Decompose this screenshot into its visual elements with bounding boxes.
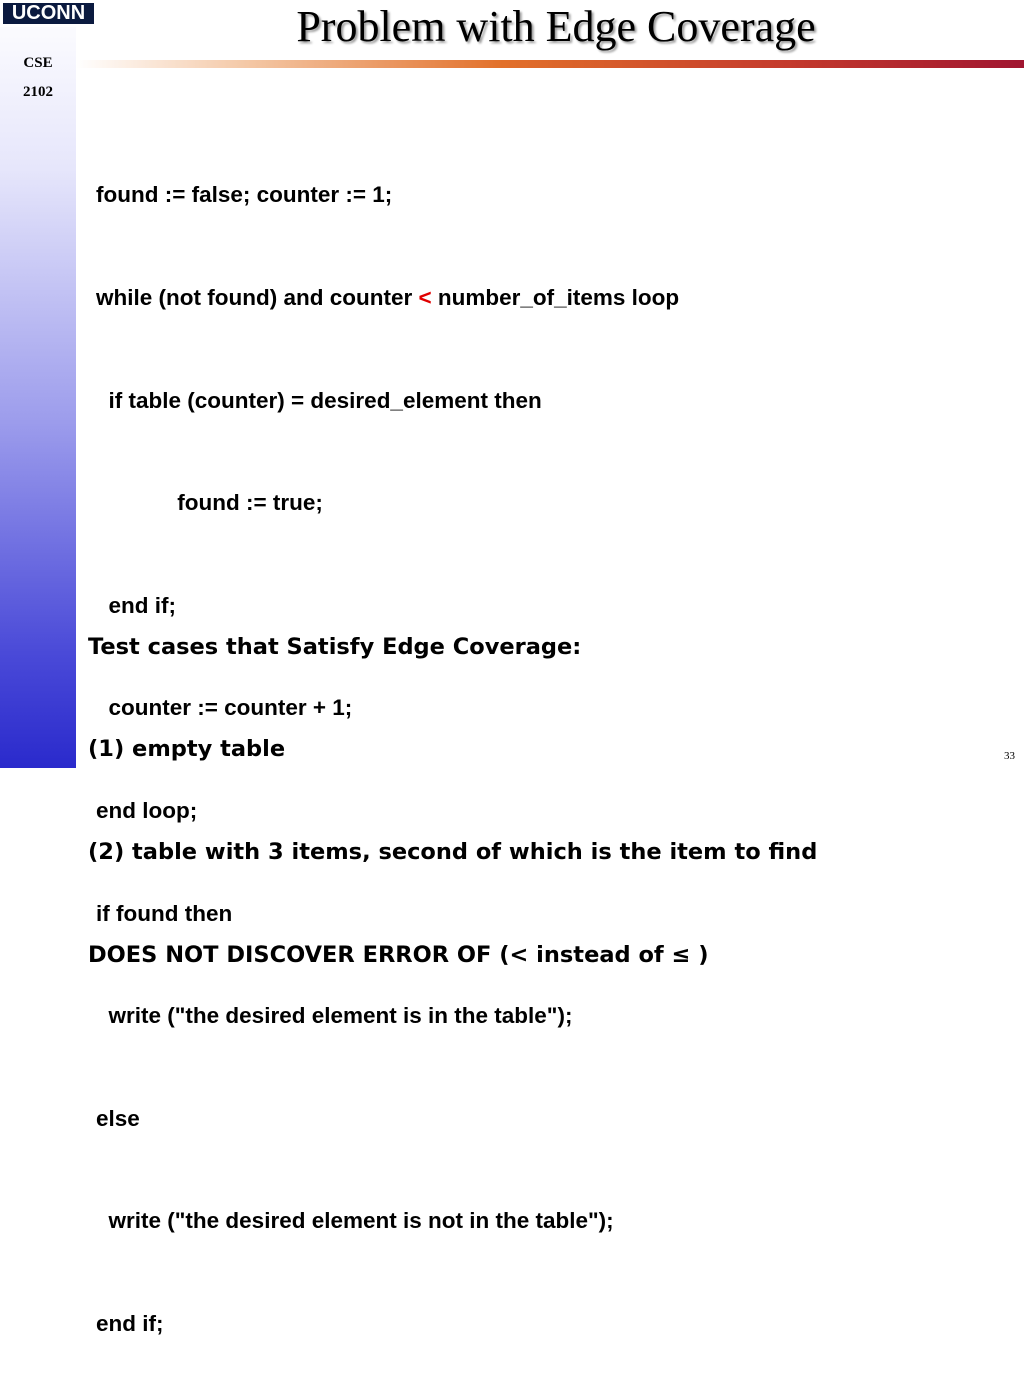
test-cases-block (88, 561, 817, 1007)
title-underline (76, 60, 1024, 68)
test-cases-heading: Test cases that Satisfy Edge Coverage: (88, 633, 582, 660)
code-line (96, 281, 679, 315)
sidebar-gradient (0, 0, 76, 768)
code-line: end if; (96, 1310, 164, 1336)
code-line: counter := counter + 1; (96, 695, 353, 721)
code-line: write ("the desired element is not in the table"); (96, 1208, 614, 1234)
code-line: if found then (96, 900, 233, 926)
code-line: found := false; counter := 1; (96, 182, 393, 208)
code-line: found := true; (96, 490, 323, 516)
code-segment: number_of_items loop (431, 285, 680, 310)
test-case-item: (2) table with 3 items, second of which is the item to find (88, 839, 818, 866)
less-than-operator: < (418, 285, 432, 310)
code-line: else (96, 1105, 140, 1131)
code-line: end if; (96, 592, 176, 618)
logo-text: UCONN (2, 2, 95, 25)
code-segment: while (not found) and counter (96, 285, 419, 310)
code-line: write ("the desired element is in the table"); (96, 1003, 573, 1029)
code-line: if table (counter) = desired_element then (96, 387, 542, 413)
page-number: 33 (1004, 750, 1015, 762)
error-note: DOES NOT DISCOVER ERROR OF (< instead of ≤ ) (88, 942, 709, 969)
code-line: end loop; (96, 797, 198, 823)
slide-title: Problem with Edge Coverage (296, 2, 816, 51)
test-case-item: (1) empty table (88, 736, 286, 763)
course-number: 2102 (23, 84, 53, 100)
course-code: CSE (23, 55, 53, 71)
